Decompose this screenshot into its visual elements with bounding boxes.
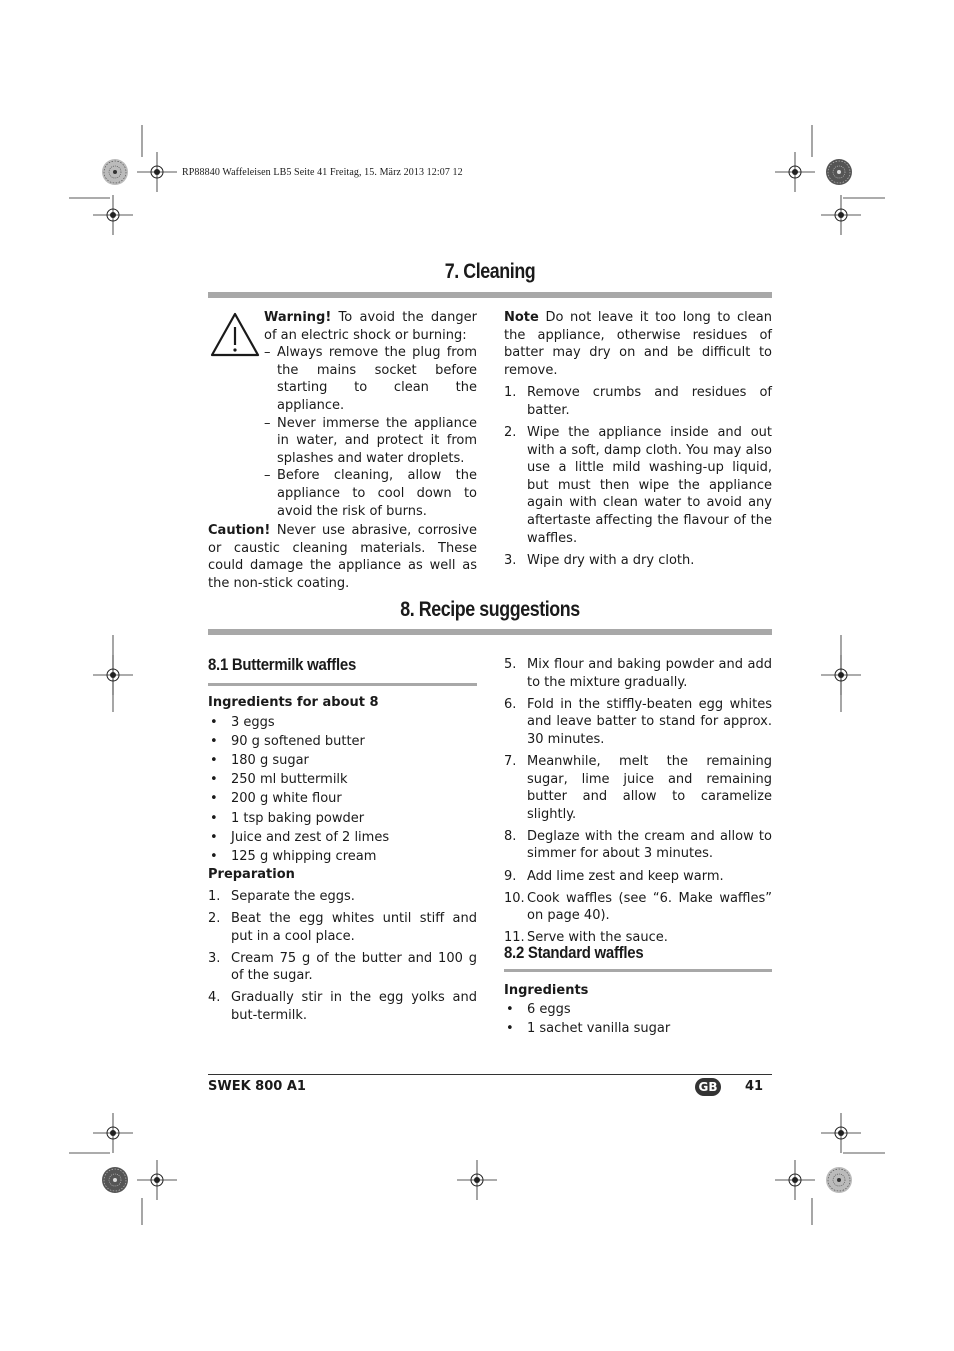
prep-step: 7. Meanwhile, melt the remaining sugar, lime juice and remaining butter and allow to caramelize slightly. (504, 753, 772, 822)
ingredient-item: • 200 g white flour (210, 791, 342, 807)
note-label: Note (504, 310, 539, 325)
ingredients-list (504, 1000, 772, 1038)
ingredient-item: • 180 g sugar (210, 753, 309, 768)
warning-item: – Before cleaning, allow the appliance to cool down to avoid the risk of burns. (264, 468, 477, 519)
warning-label: Warning! (264, 310, 332, 325)
subsection-title-standard: 8.2 Standard waffles (504, 943, 644, 962)
cleaning-right-column (504, 309, 772, 574)
section-rule (208, 292, 772, 298)
ingredient-item: • 6 eggs (506, 1001, 571, 1017)
section-title-cleaning: 7. Cleaning (444, 260, 536, 283)
language-badge: GB (695, 1078, 721, 1096)
print-meta: RP88840 Waffeleisen LB5 Seite 41 Freitag, 15. März 2013 12:07 12 (182, 167, 463, 178)
standard-column (504, 982, 772, 1038)
ingredients-label: Ingredients for about 8 (208, 695, 379, 710)
buttermilk-left-column (208, 694, 477, 1029)
prep-step: 10. Cook waffles (see “6. Make waffles” on page 40). (504, 890, 772, 924)
warning-item: – Always remove the plug from the mains socket before starting to clean the appliance. (264, 345, 477, 413)
prep-step: 4. Gradually stir in the egg yolks and but-termilk. (208, 990, 477, 1023)
section-title-recipes: 8. Recipe suggestions (400, 598, 580, 621)
cleaning-step: 2. Wipe the appliance inside and out with a soft, damp cloth. You may also use a little mild washing-up liquid, but must then wipe the appliance again with clean water to avoid any aftertaste affecting the flavour of the waffles. (504, 425, 772, 546)
prep-step: 1. Separate the eggs. (208, 888, 355, 904)
ingredient-item: • 1 tsp baking powder (210, 810, 365, 826)
warning-text: To avoid the danger of an electric shock or burning: (264, 310, 477, 343)
footer-model: SWEK 800 A1 (208, 1079, 306, 1094)
ingredient-item: • 250 ml buttermilk (210, 772, 348, 788)
prep-step: 6. Fold in the stiffly-beaten egg whites and leave batter to stand for approx. 30 minutes. (504, 696, 772, 747)
ingredient-item: • Juice and zest of 2 limes (210, 829, 390, 845)
section-rule (208, 629, 772, 635)
ingredients-label: Ingredients (504, 983, 589, 998)
cleaning-left-column (208, 309, 477, 593)
ingredient-item: • 3 eggs (210, 714, 275, 730)
caution-text: Never use abrasive, corrosive or caustic cleaning materials. These could damage the appliance as well as the non-stick coating. (208, 523, 477, 591)
ingredient-item: • 125 g whipping cream (210, 849, 377, 865)
prep-step: 8. Deglaze with the cream and allow to simmer for about 3 minutes. (504, 828, 772, 862)
warning-item: – Never immerse the appliance in water, and protect it from splashes and water droplets. (264, 415, 477, 466)
caution-label: Caution! (208, 523, 271, 539)
ingredient-item: • 90 g softened butter (210, 733, 365, 749)
preparation-label: Preparation (208, 867, 295, 883)
prep-step: 11. Serve with the sauce. (504, 930, 668, 946)
cleaning-step: 3. Wipe dry with a dry cloth. (504, 552, 695, 568)
note-text: Do not leave it too long to clean the appliance, otherwise residues of batter may dry on and be difficult to remove. (504, 310, 772, 378)
prep-step: 9. Add lime zest and keep warm. (504, 868, 724, 884)
prep-step: 5. Mix flour and baking powder and add to the mixture gradually. (504, 657, 772, 690)
footer-rule (208, 1074, 772, 1075)
subsection-rule (504, 969, 772, 972)
page-number: 41 (745, 1079, 764, 1094)
ingredient-item: • 1 sachet vanilla sugar (506, 1020, 671, 1036)
buttermilk-right-column (504, 656, 772, 951)
ingredients-list (208, 713, 477, 867)
subsection-rule (208, 683, 477, 686)
cleaning-step: 1. Remove crumbs and residues of batter. (504, 385, 772, 418)
prep-step: 3. Cream 75 g of the butter and 100 g of the sugar. (208, 950, 477, 984)
prep-step: 2. Beat the egg whites until stiff and put in a cool place. (208, 910, 477, 944)
subsection-title-buttermilk: 8.1 Buttermilk waffles (208, 655, 357, 674)
